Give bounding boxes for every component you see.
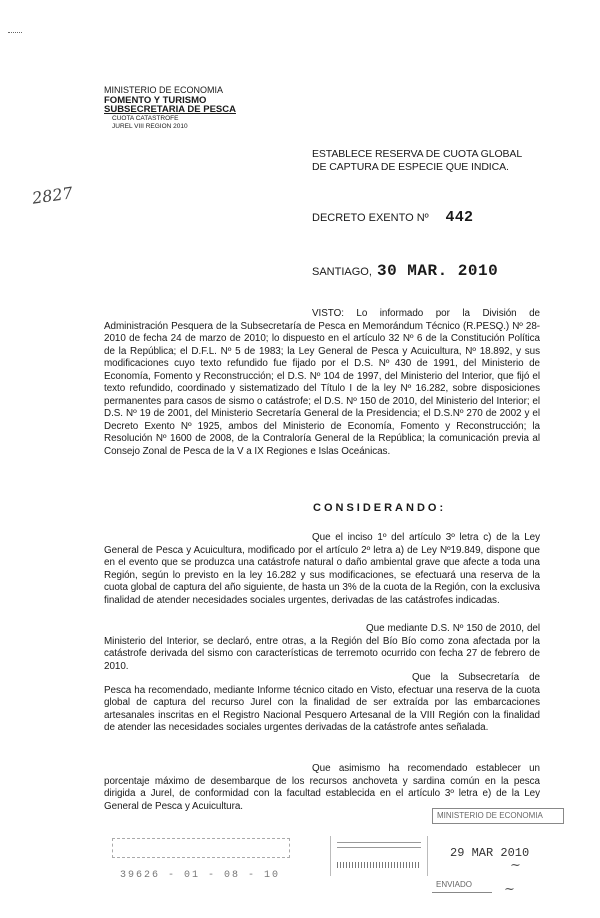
- scan-mark: [8, 32, 22, 39]
- letterhead: [104, 86, 236, 131]
- considerando-paragraph-4: Que asimismo ha recomendado establecer un porcentaje máximo de desembarque de los recursos anchoveta y sardina común en la pesca dirigida a Jurel, de conformidad con la facultad establecida en el artículo 3º letra e) de la Ley General de Pesca y Acuicultura.: [104, 763, 540, 812]
- registry-number: 39626 - 01 - 08 - 10: [120, 870, 281, 881]
- received-date-stamp: 29 MAR 2010: [450, 846, 530, 860]
- date-stamp: 30 MAR. 2010: [376, 262, 499, 280]
- decree-number-line: [312, 208, 474, 225]
- ministry-stamp-box: [432, 808, 564, 824]
- considerando-paragraph-1: Que el inciso 1º del artículo 3º letra c) de la Ley General de Pesca y Acuicultura, modificado por el artículo 2º letra a) de Ley Nº19.849, dispone que en el evento que se produzca una catástrofe natural o daño ambiental grave que afecte a toda una Región, según lo previsto en la ley 16.282 y sus modificaciones, se efectuará una reserva de la cuota global de captura del año siguiente, de hasta un 3% de la cuota de la Región, con la exclusiva finalidad de atender necesidades sociales urgentes, derivadas de las catástrofes indicadas.: [104, 532, 540, 606]
- sent-label: ENVIADO: [436, 880, 473, 889]
- considerando-paragraph-2: Que mediante D.S. Nº 150 de 2010, del Ministerio del Interior, se declaró, entre otras, a la Región del Bío Bío como zona afectada por la catástrofe derivada del sismo con características de terremoto ocurrido con fecha 27 de febrero de 2010.: [104, 623, 540, 672]
- subject-line-1: ESTABLECE RESERVA DE CUOTA GLOBAL: [312, 148, 523, 160]
- signature-mark-1: ~: [510, 858, 521, 873]
- subsecretaria-name: SUBSECRETARIA DE PESCA: [104, 104, 236, 115]
- sent-label-box: [432, 878, 492, 893]
- ministry-subtitle: FOMENTO Y TURISMO: [104, 94, 207, 106]
- barcode-lines: [337, 842, 421, 848]
- considerando-paragraph-3: Que la Subsecretaría de Pesca ha recomendado, mediante Informe técnico citado en Visto, efectuar una reserva de la cuota global de captura del recurso Jurel con la finalidad de ser extraída por las embarcaciones artesanales inscritas en el Registro Nacional Pesquero Artesanal de la VIII Región con la finalidad de atender las necesidades sociales urgentes derivadas de la catástrofe antes señalada.: [104, 672, 540, 733]
- considerando-heading: CONSIDERANDO:: [313, 502, 447, 514]
- subject-line-2: DE CAPTURA DE ESPECIE QUE INDICA.: [312, 161, 509, 173]
- visto-paragraph: VISTO: Lo informado por la División de Administración Pesquera de la Subsecretaría de Pesca en Memorándum Técnico (R.PESQ.) Nº 28-2010 de fecha 24 de marzo de 2010; lo dispuesto en el artículo 32 Nº 6 de la Constitución Política de la República; el D.F.L. Nº 5 de 1983; la Ley General de Pesca y Acuicultura, Nº 18.892, y sus modificaciones cuyo texto refundido fue fijado por el D.S. Nº 430 de 1991, del Ministerio de Economía, Fomento y Reconstrucción; el D.S. Nº 104 de 1997, del Ministerio del Interior, que fijó el texto refundido, coordinado y sistematizado del Título I de la ley Nº 16.282, sobre disposiciones permanentes para casos de sismo o catástrofe; el D.S. Nº 150 de 2010, del Ministerio del Interior; el D.S. Nº 19 de 2001, del Ministerio Secretaría General de la Presidencia; el D.S.Nº 270 de 2002 y el Decreto Exento Nº 1925, ambos del Ministerio de Economía, Fomento y Reconstrucción; la Resolución Nº 1600 de 2008, de la Contraloría General de la República; la comunicación previa al Consejo Zonal de Pesca de la V a IX Regiones e Islas Oceánicas.: [104, 308, 540, 457]
- reference-line-1: CUOTA CATASTROFE: [112, 114, 179, 122]
- barcode-stamp: [330, 836, 428, 876]
- handwritten-number: 2827: [30, 183, 74, 208]
- decree-subject: [312, 148, 522, 174]
- ministry-name: MINISTERIO DE ECONOMIA: [104, 85, 224, 95]
- reference-line-2: JUREL VIII REGION 2010: [112, 122, 188, 130]
- ministry-stamp-title: MINISTERIO DE ECONOMIA: [437, 811, 543, 820]
- received-stamp: [112, 838, 290, 858]
- city-label: SANTIAGO,: [312, 266, 372, 278]
- decree-number: 442: [445, 208, 474, 225]
- barcode-bars: [337, 862, 421, 868]
- decree-label: DECRETO EXENTO Nº: [312, 212, 429, 224]
- decree-date-line: [312, 262, 498, 280]
- signature-mark-2: ~: [504, 882, 515, 897]
